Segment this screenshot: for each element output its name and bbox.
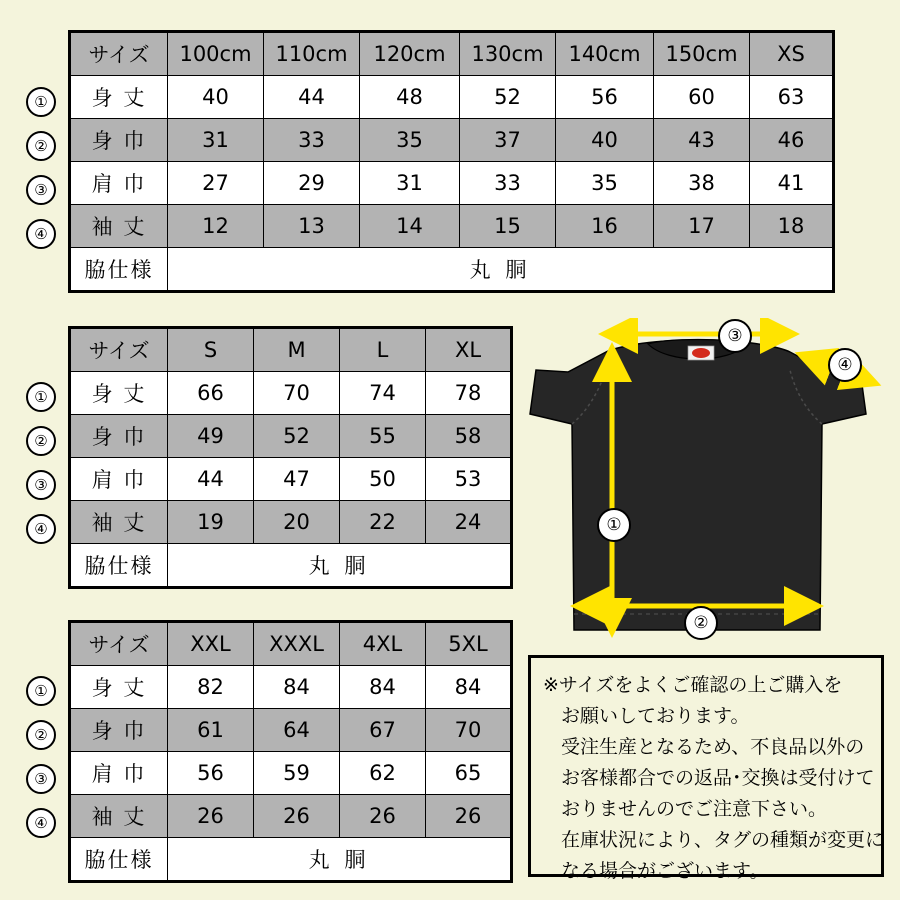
table-row bbox=[70, 709, 512, 752]
measurement-cell: 70 bbox=[254, 372, 340, 415]
header-size-XXXL: XXXL bbox=[254, 622, 340, 666]
measurement-cell: 48 bbox=[360, 76, 460, 119]
side-spec-label: 脇仕様 bbox=[70, 544, 168, 588]
adult-size-table bbox=[68, 326, 513, 589]
measurement-cell: 22 bbox=[340, 501, 426, 544]
brand-tag-logo-icon bbox=[692, 348, 710, 358]
table-header-row bbox=[70, 622, 512, 666]
side-spec-value: 丸 胴 bbox=[168, 838, 512, 882]
row-label: 身 巾 bbox=[70, 709, 168, 752]
kids-size-table bbox=[68, 30, 835, 293]
measurement-cell: 59 bbox=[254, 752, 340, 795]
measurement-cell: 40 bbox=[168, 76, 264, 119]
header-size-5XL: 5XL bbox=[426, 622, 512, 666]
measurement-cell: 26 bbox=[254, 795, 340, 838]
measurement-cell: 56 bbox=[168, 752, 254, 795]
measurement-cell: 63 bbox=[750, 76, 834, 119]
measurement-cell: 82 bbox=[168, 666, 254, 709]
header-size-XS: XS bbox=[750, 32, 834, 76]
note-line: 在庫状況により、タグの種類が変更に bbox=[561, 829, 885, 851]
note-line: お願いしております。 bbox=[561, 705, 750, 727]
row-marker-1: ① bbox=[26, 676, 56, 706]
table-header-row bbox=[70, 328, 512, 372]
row-label: 身 丈 bbox=[70, 76, 168, 119]
row-marker-1: ① bbox=[26, 382, 56, 412]
table-row bbox=[70, 415, 512, 458]
header-size-100cm: 100cm bbox=[168, 32, 264, 76]
tshirt-diagram bbox=[528, 318, 890, 648]
row-label: 袖 丈 bbox=[70, 205, 168, 248]
table-footer-row bbox=[70, 248, 834, 292]
header-size-label: サイズ bbox=[70, 622, 168, 666]
diagram-marker-body-length: ① bbox=[597, 508, 631, 542]
header-size-110cm: 110cm bbox=[264, 32, 360, 76]
table-footer-row bbox=[70, 838, 512, 882]
measurement-cell: 20 bbox=[254, 501, 340, 544]
measurement-cell: 84 bbox=[426, 666, 512, 709]
measurement-cell: 31 bbox=[360, 162, 460, 205]
measurement-cell: 78 bbox=[426, 372, 512, 415]
measurement-cell: 84 bbox=[340, 666, 426, 709]
measurement-cell: 41 bbox=[750, 162, 834, 205]
measurement-cell: 62 bbox=[340, 752, 426, 795]
table-row bbox=[70, 76, 834, 119]
measurement-cell: 26 bbox=[168, 795, 254, 838]
table-header-row bbox=[70, 32, 834, 76]
diagram-marker-sleeve-length: ④ bbox=[828, 348, 862, 382]
measurement-cell: 35 bbox=[556, 162, 654, 205]
header-size-150cm: 150cm bbox=[654, 32, 750, 76]
measurement-cell: 13 bbox=[264, 205, 360, 248]
note-line: おりませんのでご注意下さい。 bbox=[561, 798, 828, 820]
measurement-cell: 43 bbox=[654, 119, 750, 162]
measurement-cell: 52 bbox=[460, 76, 556, 119]
measurement-cell: 66 bbox=[168, 372, 254, 415]
measurement-cell: 65 bbox=[426, 752, 512, 795]
row-marker-3: ③ bbox=[26, 764, 56, 794]
measurement-cell: 74 bbox=[340, 372, 426, 415]
table-row bbox=[70, 666, 512, 709]
measurement-cell: 55 bbox=[340, 415, 426, 458]
measurement-cell: 15 bbox=[460, 205, 556, 248]
table-row bbox=[70, 372, 512, 415]
measurement-cell: 18 bbox=[750, 205, 834, 248]
measurement-cell: 31 bbox=[168, 119, 264, 162]
table-row bbox=[70, 205, 834, 248]
measurement-cell: 53 bbox=[426, 458, 512, 501]
header-size-XL: XL bbox=[426, 328, 512, 372]
measurement-cell: 29 bbox=[264, 162, 360, 205]
diagram-marker-body-width: ② bbox=[684, 606, 718, 640]
header-size-140cm: 140cm bbox=[556, 32, 654, 76]
header-size-120cm: 120cm bbox=[360, 32, 460, 76]
measurement-cell: 33 bbox=[264, 119, 360, 162]
measurement-cell: 38 bbox=[654, 162, 750, 205]
header-size-130cm: 130cm bbox=[460, 32, 556, 76]
side-spec-label: 脇仕様 bbox=[70, 838, 168, 882]
table-row bbox=[70, 501, 512, 544]
table-row bbox=[70, 162, 834, 205]
header-size-4XL: 4XL bbox=[340, 622, 426, 666]
row-marker-2: ② bbox=[26, 131, 56, 161]
kids-size-table-block bbox=[68, 30, 835, 293]
side-spec-label: 脇仕様 bbox=[70, 248, 168, 292]
measurement-cell: 61 bbox=[168, 709, 254, 752]
note-line: ※サイズをよくご確認の上ご購入を bbox=[543, 674, 843, 696]
measurement-cell: 24 bbox=[426, 501, 512, 544]
measurement-cell: 37 bbox=[460, 119, 556, 162]
header-size-label: サイズ bbox=[70, 328, 168, 372]
measurement-cell: 27 bbox=[168, 162, 264, 205]
row-label: 肩 巾 bbox=[70, 752, 168, 795]
header-size-XXL: XXL bbox=[168, 622, 254, 666]
row-marker-2: ② bbox=[26, 426, 56, 456]
adult-size-table-block bbox=[68, 326, 513, 589]
row-label: 肩 巾 bbox=[70, 162, 168, 205]
measurement-cell: 33 bbox=[460, 162, 556, 205]
measurement-cell: 84 bbox=[254, 666, 340, 709]
row-marker-1: ① bbox=[26, 87, 56, 117]
shirt-body bbox=[530, 340, 866, 630]
measurement-cell: 70 bbox=[426, 709, 512, 752]
row-label: 肩 巾 bbox=[70, 458, 168, 501]
note-lines bbox=[543, 670, 885, 887]
measurement-cell: 44 bbox=[168, 458, 254, 501]
measurement-cell: 16 bbox=[556, 205, 654, 248]
measurement-cell: 19 bbox=[168, 501, 254, 544]
row-label: 身 巾 bbox=[70, 415, 168, 458]
measurement-cell: 67 bbox=[340, 709, 426, 752]
row-label: 袖 丈 bbox=[70, 795, 168, 838]
table-row bbox=[70, 752, 512, 795]
row-label: 身 丈 bbox=[70, 666, 168, 709]
table-row bbox=[70, 119, 834, 162]
measurement-cell: 47 bbox=[254, 458, 340, 501]
measurement-cell: 46 bbox=[750, 119, 834, 162]
measurement-cell: 17 bbox=[654, 205, 750, 248]
row-marker-3: ③ bbox=[26, 175, 56, 205]
measurement-cell: 56 bbox=[556, 76, 654, 119]
measurement-cell: 52 bbox=[254, 415, 340, 458]
measurement-cell: 64 bbox=[254, 709, 340, 752]
row-label: 身 丈 bbox=[70, 372, 168, 415]
row-marker-4: ④ bbox=[26, 219, 56, 249]
measurement-cell: 49 bbox=[168, 415, 254, 458]
purchase-note-box bbox=[528, 655, 885, 882]
big-size-table-block bbox=[68, 620, 513, 883]
row-marker-2: ② bbox=[26, 720, 56, 750]
row-marker-4: ④ bbox=[26, 514, 56, 544]
measurement-cell: 26 bbox=[426, 795, 512, 838]
measurement-cell: 35 bbox=[360, 119, 460, 162]
note-line: なる場合がございます。 bbox=[561, 860, 769, 882]
table-row bbox=[70, 458, 512, 501]
measurement-cell: 50 bbox=[340, 458, 426, 501]
measurement-cell: 58 bbox=[426, 415, 512, 458]
table-footer-row bbox=[70, 544, 512, 588]
measurement-cell: 60 bbox=[654, 76, 750, 119]
note-line: お客様都合での返品･交換は受付けて bbox=[561, 767, 875, 789]
big-size-table bbox=[68, 620, 513, 883]
header-size-S: S bbox=[168, 328, 254, 372]
row-label: 身 巾 bbox=[70, 119, 168, 162]
measurement-cell: 12 bbox=[168, 205, 264, 248]
diagram-marker-shoulder-width: ③ bbox=[718, 319, 752, 353]
table-row bbox=[70, 795, 512, 838]
measurement-cell: 40 bbox=[556, 119, 654, 162]
header-size-M: M bbox=[254, 328, 340, 372]
side-spec-value: 丸 胴 bbox=[168, 248, 834, 292]
side-spec-value: 丸 胴 bbox=[168, 544, 512, 588]
row-label: 袖 丈 bbox=[70, 501, 168, 544]
measurement-cell: 44 bbox=[264, 76, 360, 119]
header-size-L: L bbox=[340, 328, 426, 372]
measurement-cell: 14 bbox=[360, 205, 460, 248]
note-line: 受注生産となるため、不良品以外の bbox=[561, 736, 865, 758]
row-marker-3: ③ bbox=[26, 470, 56, 500]
measurement-cell: 26 bbox=[340, 795, 426, 838]
row-marker-4: ④ bbox=[26, 808, 56, 838]
header-size-label: サイズ bbox=[70, 32, 168, 76]
